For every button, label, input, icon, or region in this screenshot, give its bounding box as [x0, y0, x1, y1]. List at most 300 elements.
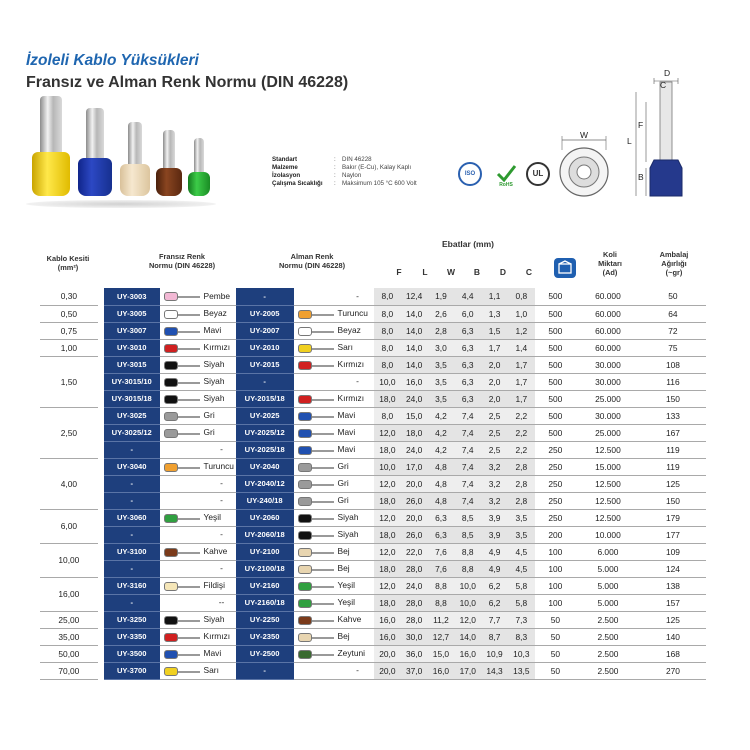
dimension-cell: 3,2 — [481, 475, 508, 492]
cable-size-cell: 0,50 — [40, 305, 98, 322]
color-name: Sarı — [337, 342, 353, 353]
box-count-cell: 200 — [535, 526, 576, 543]
dimension-cell: 8,0 — [374, 356, 401, 373]
color-name: Bej — [337, 631, 350, 642]
dimension-cell: 8,3 — [508, 628, 535, 645]
table-row — [40, 611, 706, 628]
french-code-cell: UY-3250 — [104, 611, 160, 628]
dimension-cell: 14,0 — [454, 628, 481, 645]
color-swatch-icon — [164, 310, 178, 319]
german-color-cell — [294, 373, 374, 390]
dimension-cell: 3,5 — [428, 373, 455, 390]
header-french: Fransız Renk — [158, 252, 205, 261]
box-qty-cell: 5.000 — [576, 577, 640, 594]
dimension-cell: 7,4 — [454, 475, 481, 492]
dimension-cell: 16,0 — [374, 611, 401, 628]
dimension-cell: 7,4 — [454, 441, 481, 458]
dimension-cell: 1,1 — [481, 288, 508, 305]
german-code-cell: UY-2160 — [236, 577, 294, 594]
dimension-cell: 3,2 — [481, 458, 508, 475]
weight-cell: 119 — [640, 441, 706, 458]
cable-size-cell: 70,00 — [40, 662, 98, 679]
box-count-cell: 250 — [535, 475, 576, 492]
box-qty-cell: 12.500 — [576, 475, 640, 492]
color-swatch-icon — [298, 582, 312, 591]
color-swatch-icon — [164, 378, 178, 387]
box-qty-cell: 2.500 — [576, 611, 640, 628]
dimension-cell: 3,9 — [481, 509, 508, 526]
box-qty-cell: 60.000 — [576, 305, 640, 322]
box-qty-cell: 2.500 — [576, 662, 640, 679]
german-code-cell: UY-2015/18 — [236, 390, 294, 407]
french-color-cell — [160, 543, 236, 560]
cable-size-cell: 50,00 — [40, 645, 98, 662]
box-qty-cell: 2.500 — [576, 645, 640, 662]
dimension-cell: 6,2 — [481, 594, 508, 611]
color-swatch-icon — [164, 514, 178, 523]
dimension-cell: 13,5 — [508, 662, 535, 679]
dimension-cell: 2,0 — [481, 356, 508, 373]
color-name: Mavi — [203, 648, 222, 659]
table-row — [40, 645, 706, 662]
french-code-cell: - — [104, 492, 160, 509]
french-code-cell: UY-3003 — [104, 288, 160, 305]
table-row — [40, 407, 706, 424]
french-code-cell: UY-3500 — [104, 645, 160, 662]
box-count-cell: 50 — [535, 645, 576, 662]
dimension-cell: 5,8 — [508, 577, 535, 594]
dimension-cell: 12,0 — [374, 577, 401, 594]
weight-cell: 125 — [640, 611, 706, 628]
header-box: Koli — [603, 250, 617, 259]
german-code-cell: UY-2100/18 — [236, 560, 294, 577]
german-color-cell — [294, 458, 374, 475]
box-qty-cell: 30.000 — [576, 407, 640, 424]
german-color-cell — [294, 628, 374, 645]
french-color-cell — [160, 526, 236, 543]
dimension-cell: 1,4 — [508, 339, 535, 356]
color-name: Kahve — [203, 546, 228, 557]
table-row — [40, 373, 706, 390]
dimension-cell: 8,0 — [374, 305, 401, 322]
color-name: Bej — [337, 563, 350, 574]
box-count-cell: 500 — [535, 424, 576, 441]
dimension-cell: 12,0 — [374, 475, 401, 492]
weight-cell: 179 — [640, 509, 706, 526]
dimension-cell: 26,0 — [401, 526, 428, 543]
spec-row: Çalışma Sıcaklığı : Maksimum 105 °C 600 Volt — [272, 180, 417, 187]
box-qty-cell: 60.000 — [576, 322, 640, 339]
german-code-cell: UY-2040/12 — [236, 475, 294, 492]
spec-label: Standart — [272, 156, 298, 163]
dimension-cell: 18,0 — [374, 526, 401, 543]
color-name: - — [220, 563, 223, 574]
french-color-cell — [160, 373, 236, 390]
box-qty-cell: 30.000 — [576, 356, 640, 373]
german-code-cell: UY-2025/18 — [236, 441, 294, 458]
header-dimensions: Ebatlar (mm) — [442, 239, 494, 249]
dimension-cell: 2,2 — [508, 407, 535, 424]
color-name: Yeşil — [203, 512, 221, 523]
weight-cell: 177 — [640, 526, 706, 543]
french-code-cell: - — [104, 594, 160, 611]
weight-cell: 133 — [640, 407, 706, 424]
spec-label: Malzeme — [272, 164, 298, 171]
box-count-cell: 100 — [535, 560, 576, 577]
table-row — [40, 577, 706, 594]
french-code-cell: UY-3015/18 — [104, 390, 160, 407]
dimension-cell: 14,0 — [401, 305, 428, 322]
weight-cell: 157 — [640, 594, 706, 611]
dimension-cell: 10,0 — [454, 594, 481, 611]
french-code-cell: - — [104, 475, 160, 492]
dimension-cell: 3,9 — [481, 526, 508, 543]
german-code-cell: UY-2100 — [236, 543, 294, 560]
dimension-cell: 3,5 — [428, 356, 455, 373]
header-french-2: Normu (DIN 46228) — [148, 261, 216, 270]
color-name: - — [220, 444, 223, 455]
table-row — [40, 594, 706, 611]
dimension-cell: 1,3 — [481, 305, 508, 322]
dimension-cell: 12,0 — [374, 424, 401, 441]
dimension-cell: 3,5 — [508, 526, 535, 543]
german-code-cell: - — [236, 662, 294, 679]
spec-label: İzolasyon — [272, 172, 301, 179]
color-swatch-icon — [298, 463, 312, 472]
color-name: - — [220, 478, 223, 489]
header-dim-w: W — [446, 267, 456, 277]
dim-c-label: C — [660, 80, 667, 90]
french-code-cell: - — [104, 526, 160, 543]
dimension-cell: 24,0 — [401, 577, 428, 594]
dimension-cell: 22,0 — [401, 543, 428, 560]
box-count-cell: 500 — [535, 373, 576, 390]
table-row — [40, 305, 706, 322]
dimension-cell: 4,2 — [428, 407, 455, 424]
color-name: Siyah — [337, 529, 359, 540]
box-qty-cell: 60.000 — [576, 288, 640, 305]
cable-size-cell: 6,00 — [40, 509, 98, 543]
french-color-cell — [160, 322, 236, 339]
color-name: Siyah — [203, 359, 225, 370]
header-box-2: Miktarı — [598, 259, 622, 268]
page-subtitle: Fransız ve Alman Renk Normu (DIN 46228) — [26, 74, 349, 91]
dimension-cell: 15,0 — [401, 407, 428, 424]
dimension-cell: 16,0 — [374, 628, 401, 645]
german-code-cell: UY-2060/18 — [236, 526, 294, 543]
box-count-cell: 50 — [535, 662, 576, 679]
dimension-cell: 26,0 — [401, 492, 428, 509]
french-code-cell: UY-3040 — [104, 458, 160, 475]
french-code-cell: UY-3025/12 — [104, 424, 160, 441]
german-color-cell — [294, 339, 374, 356]
color-name: Gri — [337, 495, 349, 506]
dimension-cell: 6,2 — [481, 577, 508, 594]
color-swatch-icon — [298, 531, 312, 540]
dimension-cell: 8,8 — [428, 577, 455, 594]
color-name: Yeşil — [337, 597, 355, 608]
dimension-cell: 7,4 — [454, 407, 481, 424]
color-name: Gri — [337, 478, 349, 489]
dimension-cell: 1,9 — [428, 288, 455, 305]
cable-size-cell: 0,30 — [40, 288, 98, 305]
color-name: Yeşil — [337, 580, 355, 591]
weight-cell: 75 — [640, 339, 706, 356]
rohs-icon: RoHS — [494, 162, 518, 186]
dimension-cell: 14,0 — [401, 356, 428, 373]
dimension-cell: 18,0 — [374, 560, 401, 577]
table-row — [40, 492, 706, 509]
french-color-cell — [160, 390, 236, 407]
french-color-cell — [160, 424, 236, 441]
box-qty-cell: 12.500 — [576, 492, 640, 509]
color-swatch-icon — [298, 650, 312, 659]
box-count-cell: 500 — [535, 339, 576, 356]
dimension-cell: 2,8 — [508, 475, 535, 492]
dimension-cell: 11,2 — [428, 611, 455, 628]
color-name: Mavi — [203, 325, 222, 336]
dimension-cell: 16,0 — [428, 662, 455, 679]
german-color-cell — [294, 645, 374, 662]
german-color-cell — [294, 543, 374, 560]
color-swatch-icon — [298, 633, 312, 642]
box-qty-cell: 6.000 — [576, 543, 640, 560]
box-count-cell: 500 — [535, 390, 576, 407]
weight-cell: 64 — [640, 305, 706, 322]
german-color-cell — [294, 492, 374, 509]
german-color-cell — [294, 390, 374, 407]
header-dim-f: F — [396, 267, 402, 277]
box-count-cell: 500 — [535, 322, 576, 339]
dimension-cell: 4,8 — [428, 492, 455, 509]
french-color-cell — [160, 458, 236, 475]
german-code-cell: UY-2250 — [236, 611, 294, 628]
color-swatch-icon — [298, 310, 312, 319]
german-color-cell — [294, 288, 374, 305]
german-code-cell: UY-2010 — [236, 339, 294, 356]
box-count-cell: 500 — [535, 305, 576, 322]
weight-cell: 108 — [640, 356, 706, 373]
dimension-cell: 20,0 — [401, 475, 428, 492]
color-swatch-icon — [164, 361, 178, 370]
box-qty-cell: 10.000 — [576, 526, 640, 543]
color-name: - — [220, 529, 223, 540]
dimension-cell: 6,3 — [428, 526, 455, 543]
header-cable: Kablo Kesiti — [46, 254, 90, 263]
german-color-cell — [294, 662, 374, 679]
table-row — [40, 543, 706, 560]
table-row — [40, 628, 706, 645]
color-swatch-icon — [298, 327, 312, 336]
product-table-body — [40, 288, 706, 680]
french-color-cell — [160, 356, 236, 373]
french-color-cell — [160, 407, 236, 424]
german-code-cell: UY-2040 — [236, 458, 294, 475]
dimension-cell: 2,5 — [481, 407, 508, 424]
color-name: Beyaz — [203, 308, 227, 319]
box-count-cell: 50 — [535, 611, 576, 628]
dimension-cell: 2,8 — [508, 492, 535, 509]
spec-row: Malzeme : Bakır (E-Cu), Kalay Kaplı — [272, 164, 412, 171]
color-name: Sarı — [203, 665, 219, 676]
dimension-cell: 1,0 — [508, 305, 535, 322]
dimension-cell: 2,5 — [481, 424, 508, 441]
dimension-cell: 5,8 — [508, 594, 535, 611]
dimension-cell: 8,8 — [454, 543, 481, 560]
color-name: Pembe — [203, 291, 231, 302]
dimension-cell: 6,3 — [454, 322, 481, 339]
french-code-cell: UY-3005 — [104, 305, 160, 322]
box-qty-cell: 2.500 — [576, 628, 640, 645]
weight-cell: 116 — [640, 373, 706, 390]
french-color-cell — [160, 305, 236, 322]
dimension-cell: 3,2 — [481, 492, 508, 509]
dimension-cell: 4,5 — [508, 543, 535, 560]
spec-value: Bakır (E-Cu), Kalay Kaplı — [342, 164, 412, 171]
header-pack-3: (~gr) — [665, 268, 683, 277]
dimension-cell: 8,0 — [374, 288, 401, 305]
color-swatch-icon — [164, 616, 178, 625]
dim-w-label: W — [580, 130, 589, 140]
dimension-cell: 28,0 — [401, 560, 428, 577]
german-color-cell — [294, 611, 374, 628]
table-row — [40, 475, 706, 492]
weight-cell: 125 — [640, 475, 706, 492]
color-swatch-icon — [164, 344, 178, 353]
german-code-cell: UY-240/18 — [236, 492, 294, 509]
dimension-cell: 14,0 — [401, 322, 428, 339]
table-row — [40, 339, 706, 356]
dimension-cell: 1,7 — [508, 390, 535, 407]
color-swatch-icon — [298, 599, 312, 608]
weight-cell: 50 — [640, 288, 706, 305]
color-swatch-icon — [164, 667, 178, 676]
dimension-cell: 8,0 — [374, 322, 401, 339]
color-swatch-icon — [164, 412, 178, 421]
product-image — [26, 100, 220, 204]
box-count-cell: 50 — [535, 628, 576, 645]
color-name: Kırmızı — [337, 393, 365, 404]
color-swatch-icon — [298, 497, 312, 506]
blue-ferrule — [78, 108, 112, 196]
french-color-cell — [160, 492, 236, 509]
color-name: Kırmızı — [337, 359, 365, 370]
french-color-cell — [160, 662, 236, 679]
table-row — [40, 424, 706, 441]
french-code-cell: UY-3015 — [104, 356, 160, 373]
spec-row: İzolasyon : Naylon — [272, 172, 362, 179]
weight-cell: 168 — [640, 645, 706, 662]
box-count-cell: 250 — [535, 492, 576, 509]
spec-label: Çalışma Sıcaklığı — [272, 180, 323, 187]
box-count-cell: 100 — [535, 543, 576, 560]
dimension-cell: 7,4 — [454, 424, 481, 441]
color-name: Siyah — [203, 376, 225, 387]
color-swatch-icon — [298, 344, 312, 353]
french-color-cell — [160, 628, 236, 645]
dimension-cell: 8,8 — [428, 594, 455, 611]
box-qty-cell: 15.000 — [576, 458, 640, 475]
dimension-diagram — [554, 68, 704, 212]
german-color-cell — [294, 356, 374, 373]
product-table — [40, 236, 706, 680]
box-count-cell: 500 — [535, 356, 576, 373]
dimension-cell: 3,0 — [428, 339, 455, 356]
yellow-ferrule — [32, 96, 70, 196]
table-row — [40, 526, 706, 543]
dimension-cell: 4,9 — [481, 560, 508, 577]
dimension-cell: 8,8 — [454, 560, 481, 577]
box-qty-cell: 5.000 — [576, 594, 640, 611]
french-color-cell — [160, 475, 236, 492]
dimension-cell: 0,8 — [508, 288, 535, 305]
color-swatch-icon — [164, 633, 178, 642]
dimension-cell: 3,5 — [428, 390, 455, 407]
box-count-cell: 250 — [535, 458, 576, 475]
dimension-cell: 8,5 — [454, 526, 481, 543]
french-code-cell: UY-3015/10 — [104, 373, 160, 390]
color-name: Siyah — [203, 614, 225, 625]
german-color-cell — [294, 407, 374, 424]
german-color-cell — [294, 322, 374, 339]
color-name: - — [356, 376, 359, 387]
table-row — [40, 458, 706, 475]
table-row — [40, 509, 706, 526]
dimension-cell: 7,4 — [454, 492, 481, 509]
dimension-cell: 2,0 — [481, 390, 508, 407]
german-code-cell: - — [236, 373, 294, 390]
table-header — [40, 236, 706, 288]
cable-size-cell: 16,00 — [40, 577, 98, 611]
german-code-cell: UY-2500 — [236, 645, 294, 662]
dimension-cell: 2,2 — [508, 441, 535, 458]
dimension-cell: 4,2 — [428, 441, 455, 458]
color-swatch-icon — [164, 327, 178, 336]
german-color-cell — [294, 560, 374, 577]
color-name: Mavi — [337, 444, 356, 455]
dimension-cell: 8,0 — [374, 339, 401, 356]
dimension-cell: 2,5 — [481, 441, 508, 458]
beige-ferrule — [120, 122, 150, 196]
french-code-cell: UY-3100 — [104, 543, 160, 560]
dimension-cell: 4,4 — [454, 288, 481, 305]
color-swatch-icon — [298, 548, 312, 557]
dimension-cell: 10,0 — [454, 577, 481, 594]
dimension-cell: 6,3 — [454, 356, 481, 373]
table-row — [40, 560, 706, 577]
french-code-cell: UY-3060 — [104, 509, 160, 526]
weight-cell: 124 — [640, 560, 706, 577]
weight-cell: 109 — [640, 543, 706, 560]
color-swatch-icon — [164, 463, 178, 472]
dimension-cell: 18,0 — [401, 424, 428, 441]
french-code-cell: UY-3700 — [104, 662, 160, 679]
dimension-cell: 8,7 — [481, 628, 508, 645]
dimension-cell: 16,0 — [454, 645, 481, 662]
header-pack-2: Ağırlığı — [661, 259, 687, 268]
box-qty-cell: 5.000 — [576, 560, 640, 577]
dimension-cell: 24,0 — [401, 441, 428, 458]
dimension-cell: 4,9 — [481, 543, 508, 560]
box-qty-cell: 30.000 — [576, 373, 640, 390]
weight-cell: 140 — [640, 628, 706, 645]
weight-cell: 138 — [640, 577, 706, 594]
dimension-cell: 6,3 — [428, 509, 455, 526]
color-name: Kırmızı — [203, 631, 231, 642]
color-swatch-icon — [164, 548, 178, 557]
german-color-cell — [294, 424, 374, 441]
french-color-cell — [160, 509, 236, 526]
